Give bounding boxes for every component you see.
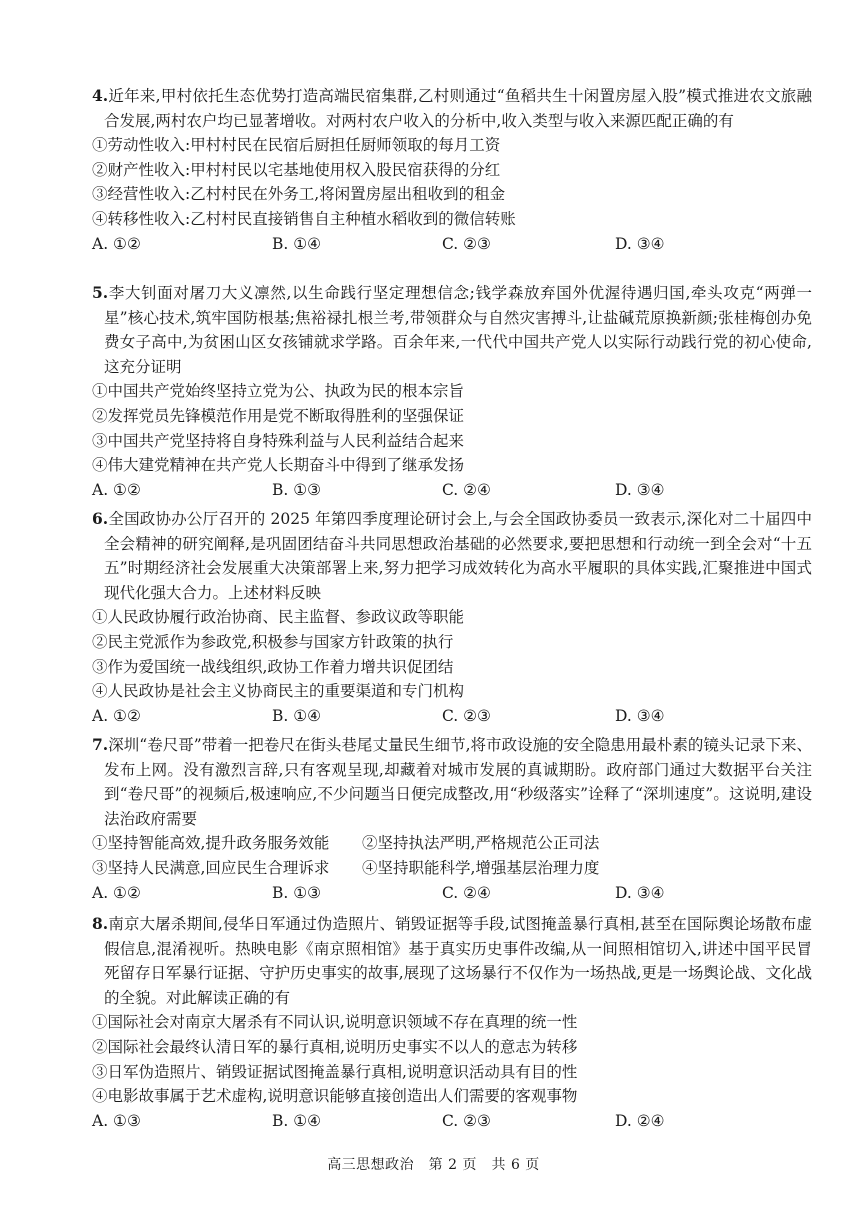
answer-a: A. ①② <box>92 480 141 499</box>
question-number: 8. <box>92 914 109 933</box>
question-stem <box>92 733 812 831</box>
answer-d: D. ③④ <box>615 480 665 499</box>
answer-c: C. ②④ <box>442 480 491 499</box>
answer-a: A. ①② <box>92 706 141 725</box>
answer-c: C. ②③ <box>442 706 491 725</box>
option: ①坚持智能高效,提升政务服务效能 <box>92 834 330 853</box>
option: ②发挥党员先锋模范作用是党不断取得胜利的坚强保证 <box>92 406 465 425</box>
question-text: 近年来,甲村依托生态优势打造高端民宿集群,乙村则通过“鱼稻共生十闲置房屋入股”模式推进农文旅融合发展,两村农户均已显著增收。对两村农户收入的分析中,收入类型与收入来源匹配正确的有 <box>104 87 812 130</box>
option: ②国际社会最终认清日军的暴行真相,说明历史事实不以人的意志为转移 <box>92 1037 578 1056</box>
answer-choices <box>92 704 812 729</box>
answer-a: A. ①② <box>92 234 141 253</box>
question-text: 南京大屠杀期间,侵华日军通过伪造照片、销毁证据等手段,试图掩盖暴行真相,甚至在国际舆论场散布虚假信息,混淆视听。热映电影《南京照相馆》基于真实历史事件改编,从一间照相馆切入,讲述中国平民冒死留存日军暴行证据、守护历史事实的故事,展现了这场暴行不仅作为一场热战,更是一场舆论战、文化战的全貌。对此解读正确的有 <box>104 915 812 1007</box>
answer-b: B. ①④ <box>272 234 322 253</box>
question-stem <box>92 912 812 1010</box>
option: ④伟大建党精神在共产党人长期奋斗中得到了继承发扬 <box>92 456 465 475</box>
option: ①劳动性收入:甲村村民在民宿后厨担任厨师领取的每月工资 <box>92 136 501 155</box>
answer-d: D. ③④ <box>615 234 665 253</box>
question-4 <box>92 84 812 257</box>
answer-b: B. ①④ <box>272 1111 322 1130</box>
question-8 <box>92 912 812 1134</box>
question-6 <box>92 507 812 729</box>
answer-b: B. ①③ <box>272 883 322 902</box>
answer-b: B. ①④ <box>272 706 322 725</box>
option: ④电影故事属于艺术虚构,说明意识能够直接创造出人们需要的客观事物 <box>92 1087 578 1106</box>
option: ①国际社会对南京大屠杀有不同认识,说明意识领域不存在真理的统一性 <box>92 1013 578 1032</box>
option: ②民主党派作为参政党,积极参与国家方针政策的执行 <box>92 632 454 651</box>
question-number: 4. <box>92 86 109 105</box>
question-text: 深圳“卷尺哥”带着一把卷尺在街头巷尾丈量民生细节,将市政设施的安全隐患用最朴素的镜头记录下来、发布上网。没有激烈言辞,只有客观呈现,却藏着对城市发展的真诚期盼。政府部门通过大数据平台关注到“卷尺哥”的视频后,极速响应,不少问题当日便完成整改,用“秒级落实”诠释了“深圳速度”。这说明,建设法治政府需要 <box>104 736 812 828</box>
answer-c: C. ②③ <box>442 1111 491 1130</box>
answer-d: D. ③④ <box>615 883 665 902</box>
option: ②坚持执法严明,严格规范公正司法 <box>362 834 600 853</box>
question-number: 6. <box>92 509 109 528</box>
answer-choices <box>92 881 812 906</box>
option: ②财产性收入:甲村村民以宅基地使用权入股民宿获得的分红 <box>92 160 501 179</box>
question-text: 李大钊面对屠刀大义凛然,以生命践行坚定理想信念;钱学森放弃国外优渥待遇归国,牵头攻克“两弹一星”核心技术,筑牢国防根基;焦裕禄扎根兰考,带领群众与自然灾害搏斗,让盐碱荒原换新颜;张桂梅创办免费女子高中,为贫困山区女孩铺就求学路。百余年来,一代代中国共产党人以实际行动践行党的初心使命,这充分证明 <box>104 284 812 376</box>
option: ③中国共产党坚持将自身特殊利益与人民利益结合起来 <box>92 431 465 450</box>
option: ④坚持职能科学,增强基层治理力度 <box>362 858 600 877</box>
answer-a: A. ①③ <box>92 1111 141 1130</box>
question-text: 全国政协办公厅召开的 2025 年第四季度理论研讨会上,与会全国政协委员一致表示,深化对二十届四中全会精神的研究阐释,是巩固团结奋斗共同思想政治基础的必然要求,要把思想和行动统一到全会对“十五五”时期经济社会发展重大决策部署上来,努力把学习成效转化为高水平履职的具体实践,汇聚推进中国式现代化强大合力。上述材料反映 <box>104 510 812 602</box>
answer-d: D. ③④ <box>615 706 665 725</box>
page-footer: 高三思想政治 第 2 页 共 6 页 <box>327 1157 540 1173</box>
answer-choices <box>92 478 812 503</box>
option: ④转移性收入:乙村村民直接销售自主种植水稻收到的微信转账 <box>92 209 516 228</box>
question-stem <box>92 507 812 605</box>
answer-a: A. ①② <box>92 883 141 902</box>
answer-d: D. ②④ <box>615 1111 665 1130</box>
answer-c: C. ②④ <box>442 883 491 902</box>
answer-b: B. ①③ <box>272 480 322 499</box>
option: ③日军伪造照片、销毁证据试图掩盖暴行真相,说明意识活动具有目的性 <box>92 1062 578 1081</box>
option: ①中国共产党始终坚持立党为公、执政为民的根本宗旨 <box>92 382 465 401</box>
question-stem <box>92 84 812 133</box>
question-number: 5. <box>92 283 109 302</box>
option-row <box>92 856 812 881</box>
answer-choices <box>92 232 812 257</box>
question-7 <box>92 733 812 906</box>
option-row <box>92 831 812 856</box>
question-number: 7. <box>92 735 109 754</box>
option: ③作为爱国统一战线组织,政协工作着力增共识促团结 <box>92 657 454 676</box>
answer-choices <box>92 1109 812 1134</box>
option: ③经营性收入:乙村村民在外务工,将闲置房屋出租收到的租金 <box>92 185 506 204</box>
question-stem <box>92 281 812 379</box>
option: ④人民政协是社会主义协商民主的重要渠道和专门机构 <box>92 682 465 701</box>
option: ③坚持人民满意,回应民生合理诉求 <box>92 858 330 877</box>
answer-c: C. ②③ <box>442 234 491 253</box>
option: ①人民政协履行政治协商、民主监督、参政议政等职能 <box>92 608 465 627</box>
question-5 <box>92 281 812 503</box>
